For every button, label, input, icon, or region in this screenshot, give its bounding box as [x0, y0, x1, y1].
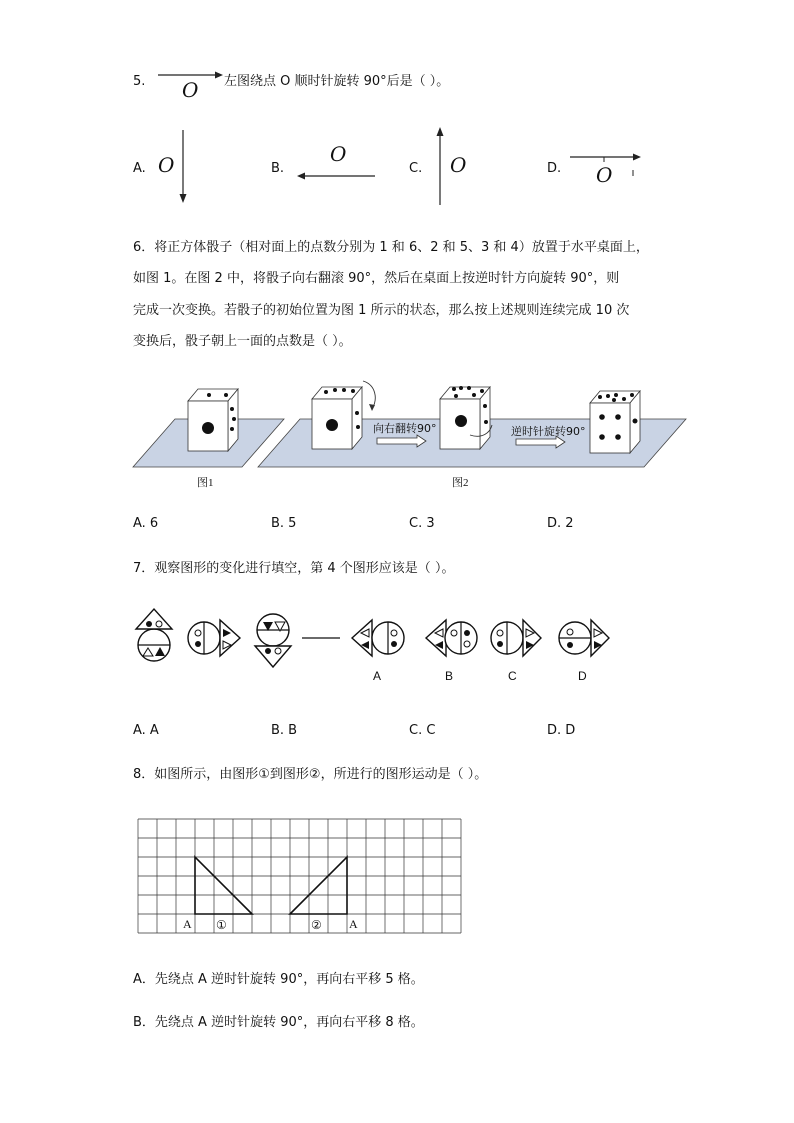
q6-fig1-caption: 图1 [197, 477, 214, 489]
die-fig2-rolled [440, 386, 492, 449]
choice-b-shape [426, 620, 477, 656]
q5-option-a-arrow [176, 128, 190, 208]
q8-shape1-label: ① [216, 918, 227, 932]
q8-shape2-label: ② [311, 918, 322, 932]
q8-point-a-left: A [183, 917, 192, 931]
q7-option-a[interactable]: A. A [133, 723, 159, 738]
q7-choice-c-label: C [508, 669, 517, 683]
choice-c-shape [491, 620, 541, 656]
q5-option-a-label[interactable]: A. [133, 161, 146, 176]
q7-option-d[interactable]: D. D [547, 723, 576, 738]
q5-option-d-point: O [596, 163, 613, 187]
q5-option-c-label[interactable]: C. [409, 161, 423, 176]
q5-option-b-point: O [330, 142, 347, 166]
q8-question-text: 8．如图所示，由图形①到图形②，所进行的图形运动是（ ）。 [133, 767, 488, 782]
q6-text-line1: 6．将正方体骰子（相对面上的点数分别为 1 和 6、2 和 5、3 和 4）放置于水平桌面上， [133, 240, 649, 255]
q6-option-b[interactable]: B. 5 [271, 516, 297, 531]
q5-option-c-point: O [450, 153, 467, 177]
die-fig2-final [590, 391, 640, 453]
q7-choice-d-label: D [578, 669, 587, 683]
die-fig1 [188, 389, 238, 451]
q6-option-a[interactable]: A. 6 [133, 516, 159, 531]
q8-option-a[interactable]: A．先绕点 A 逆时针旋转 90°，再向右平移 5 格。 [133, 972, 424, 987]
pattern-shape-3 [255, 614, 291, 667]
triangle-shape-2 [290, 857, 347, 914]
q7-question-text: 7．观察图形的变化进行填空，第 4 个图形应该是（ ）。 [133, 561, 455, 576]
q5-option-a-point: O [158, 153, 175, 177]
q7-choice-a-label: A [373, 669, 382, 683]
q5-option-d-label[interactable]: D. [547, 161, 562, 176]
q6-fig2-caption: 图2 [452, 477, 469, 489]
q5-option-b-arrow [295, 170, 379, 182]
choice-d-shape [559, 620, 609, 656]
pattern-shape-1 [136, 609, 172, 661]
q5-figure-point: O [182, 78, 199, 102]
q7-option-b[interactable]: B. B [271, 723, 298, 738]
q6-option-d[interactable]: D. 2 [547, 516, 574, 531]
q6-arrow1-label: 向右翻转90° [373, 422, 437, 435]
q5-option-c-arrow [434, 125, 448, 207]
q8-point-a-right: A [349, 917, 358, 931]
q7-option-c[interactable]: C. C [409, 723, 436, 738]
triangle-shape-1 [195, 857, 252, 914]
choice-a-shape [352, 620, 404, 656]
pattern-shape-2 [188, 620, 240, 656]
q6-arrow2-label: 逆时针旋转90° [511, 425, 586, 438]
q6-text-line2: 如图 1。在图 2 中，将骰子向右翻滚 90°，然后在桌面上按逆时针方向旋转 90°，则 [133, 271, 620, 286]
q5-option-b-label[interactable]: B. [271, 161, 285, 176]
q7-choice-b-label: B [445, 669, 454, 683]
q5-question-text: 左图绕点 O 顺时针旋转 90°后是（ ）。 [224, 74, 450, 89]
q6-text-line3: 完成一次变换。若骰子的初始位置为图 1 所示的状态，那么按上述规则连续完成 10 次 [133, 303, 630, 318]
q5-number: 5. [133, 74, 146, 89]
q6-option-c[interactable]: C. 3 [409, 516, 435, 531]
q8-option-b[interactable]: B．先绕点 A 逆时针旋转 90°，再向右平移 8 格。 [133, 1015, 424, 1030]
q6-text-line4: 变换后，骰子朝上一面的点数是（ ）。 [133, 334, 352, 349]
